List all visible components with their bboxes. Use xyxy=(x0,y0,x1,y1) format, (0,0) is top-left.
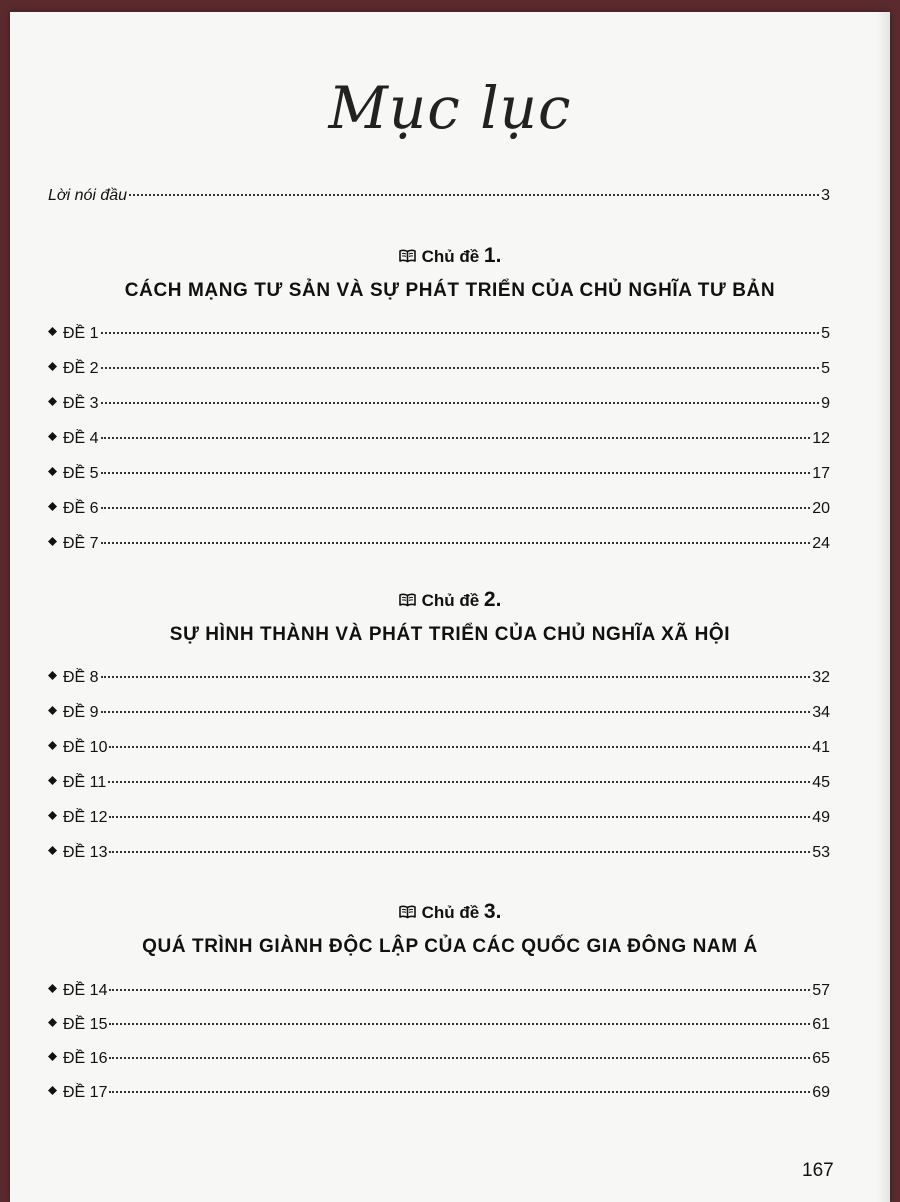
toc-entry-page: 61 xyxy=(812,1016,830,1033)
toc-entry-label-wrap xyxy=(48,429,99,450)
toc-entry xyxy=(48,1049,830,1070)
toc-entry-page: 24 xyxy=(812,535,830,552)
topic-heading-3: QUÁ TRÌNH GIÀNH ĐỘC LẬP CỦA CÁC QUỐC GIA ĐÔNG NAM Á xyxy=(142,936,758,957)
toc-entry-label: ĐỀ 5 xyxy=(63,465,99,482)
toc-entry xyxy=(48,808,830,829)
diamond-bullet-icon xyxy=(48,984,57,996)
dot-leader xyxy=(101,507,811,509)
toc-entry-label: ĐỀ 7 xyxy=(63,535,99,552)
toc-entry-label-wrap xyxy=(48,1015,107,1036)
toc-entry xyxy=(48,464,830,485)
dot-leader xyxy=(101,542,811,544)
topic-label-1 xyxy=(10,244,890,268)
dot-leader xyxy=(109,989,810,991)
toc-entry-label: ĐỀ 14 xyxy=(63,982,108,999)
dot-leader xyxy=(109,1091,810,1093)
toc-entry-page: 49 xyxy=(812,809,830,826)
topic-prefix: Chủ đề xyxy=(421,903,484,922)
toc-entry xyxy=(48,843,830,864)
toc-entry-label: ĐỀ 2 xyxy=(63,360,99,377)
toc-entry-label-wrap xyxy=(48,394,99,415)
diamond-bullet-icon xyxy=(48,327,57,339)
toc-entry-preface xyxy=(48,186,830,206)
dot-leader xyxy=(129,194,819,196)
diamond-bullet-icon xyxy=(48,671,57,683)
dot-leader xyxy=(109,851,810,853)
toc-entry xyxy=(48,499,830,520)
topic-prefix: Chủ đề xyxy=(421,247,484,266)
diamond-bullet-icon xyxy=(48,706,57,718)
toc-entry-page: 45 xyxy=(812,774,830,791)
toc-entry-label: ĐỀ 17 xyxy=(63,1084,108,1101)
toc-entry-label-wrap xyxy=(48,703,99,724)
book-icon xyxy=(399,592,416,612)
toc-entry xyxy=(48,1083,830,1104)
toc-entry-label-wrap xyxy=(48,499,99,520)
toc-entry-page: 9 xyxy=(821,395,830,412)
dot-leader xyxy=(109,816,810,818)
toc-entry-label-wrap xyxy=(48,843,107,864)
toc-entry-page: 12 xyxy=(812,430,830,447)
toc-entry xyxy=(48,773,830,794)
toc-entry-label-wrap xyxy=(48,1083,107,1104)
toc-entry-label-wrap xyxy=(48,324,99,345)
dot-leader xyxy=(101,711,811,713)
toc-entry-label: ĐỀ 4 xyxy=(63,430,99,447)
diamond-bullet-icon xyxy=(48,1086,57,1098)
toc-entry-label: ĐỀ 12 xyxy=(63,809,108,826)
diamond-bullet-icon xyxy=(48,811,57,823)
diamond-bullet-icon xyxy=(48,846,57,858)
topic-number: 3. xyxy=(483,900,502,923)
toc-entry-page: 3 xyxy=(821,187,830,204)
dot-leader xyxy=(101,332,820,334)
toc-entry-label: ĐỀ 11 xyxy=(63,774,107,791)
diamond-bullet-icon xyxy=(48,432,57,444)
dot-leader xyxy=(109,1023,810,1025)
toc-entry-label-wrap xyxy=(48,464,99,485)
dot-leader xyxy=(101,402,820,404)
toc-entry-label: ĐỀ 16 xyxy=(63,1050,108,1067)
toc-entry-label-wrap xyxy=(48,534,99,555)
topic-label-3 xyxy=(10,900,890,924)
toc-entry-label: ĐỀ 8 xyxy=(63,669,99,686)
toc-entry-label: Lời nói đầu xyxy=(48,187,128,204)
toc-entry xyxy=(48,668,830,689)
toc-entry xyxy=(48,738,830,759)
toc-entry xyxy=(48,981,830,1002)
topic-heading-1: CÁCH MẠNG TƯ SẢN VÀ SỰ PHÁT TRIỂN CỦA CHỦ NGHĨA TƯ BẢN xyxy=(124,280,776,301)
toc-entry-page: 57 xyxy=(812,982,830,999)
toc-entry-label-wrap xyxy=(48,773,106,794)
dot-leader xyxy=(101,367,820,369)
toc-title: Mục lục xyxy=(328,74,572,142)
toc-entry-label: ĐỀ 1 xyxy=(63,325,99,342)
toc-entry-label-wrap xyxy=(48,668,99,689)
topic-label-2 xyxy=(10,588,890,612)
toc-entry-page: 20 xyxy=(812,500,830,517)
toc-entry xyxy=(48,703,830,724)
diamond-bullet-icon xyxy=(48,1052,57,1064)
toc-entry-label-wrap xyxy=(48,359,99,380)
toc-entry xyxy=(48,534,830,555)
dot-leader xyxy=(101,472,811,474)
toc-entry-page: 65 xyxy=(812,1050,830,1067)
diamond-bullet-icon xyxy=(48,502,57,514)
topic-heading-2: SỰ HÌNH THÀNH VÀ PHÁT TRIỂN CỦA CHỦ NGHĨA XÃ HỘI xyxy=(169,624,731,645)
toc-entry-page: 17 xyxy=(812,465,830,482)
toc-entry xyxy=(48,359,830,380)
diamond-bullet-icon xyxy=(48,362,57,374)
toc-entry-label: ĐỀ 13 xyxy=(63,844,108,861)
toc-entry-page: 5 xyxy=(821,325,830,342)
toc-entry-label-wrap xyxy=(48,808,107,829)
book-icon xyxy=(399,248,416,268)
diamond-bullet-icon xyxy=(48,741,57,753)
toc-entry xyxy=(48,394,830,415)
toc-entry xyxy=(48,1015,830,1036)
toc-entry-label: ĐỀ 10 xyxy=(63,739,108,756)
page-number: 167 xyxy=(802,1160,834,1181)
topic-prefix: Chủ đề xyxy=(421,591,484,610)
dot-leader xyxy=(101,676,811,678)
toc-entry-page: 69 xyxy=(812,1084,830,1101)
toc-entry-label-wrap xyxy=(48,981,107,1002)
toc-entry xyxy=(48,429,830,450)
toc-entry-label-wrap xyxy=(48,738,107,759)
toc-entry-page: 41 xyxy=(812,739,830,756)
book-icon xyxy=(399,904,416,924)
diamond-bullet-icon xyxy=(48,467,57,479)
toc-entry-label: ĐỀ 6 xyxy=(63,500,99,517)
diamond-bullet-icon xyxy=(48,776,57,788)
toc-entry xyxy=(48,324,830,345)
toc-entry-page: 53 xyxy=(812,844,830,861)
dot-leader xyxy=(109,1057,810,1059)
topic-number: 1. xyxy=(483,244,502,267)
dot-leader xyxy=(101,437,811,439)
diamond-bullet-icon xyxy=(48,537,57,549)
toc-entry-page: 34 xyxy=(812,704,830,721)
toc-entry-label: ĐỀ 3 xyxy=(63,395,99,412)
topic-number: 2. xyxy=(483,588,502,611)
dot-leader xyxy=(108,781,810,783)
toc-entry-page: 32 xyxy=(812,669,830,686)
dot-leader xyxy=(109,746,810,748)
diamond-bullet-icon xyxy=(48,397,57,409)
toc-entry-label: ĐỀ 9 xyxy=(63,704,99,721)
document-page xyxy=(10,12,890,1202)
toc-entry-label: ĐỀ 15 xyxy=(63,1016,108,1033)
diamond-bullet-icon xyxy=(48,1018,57,1030)
toc-entry-page: 5 xyxy=(821,360,830,377)
toc-entry-label-wrap xyxy=(48,1049,107,1070)
